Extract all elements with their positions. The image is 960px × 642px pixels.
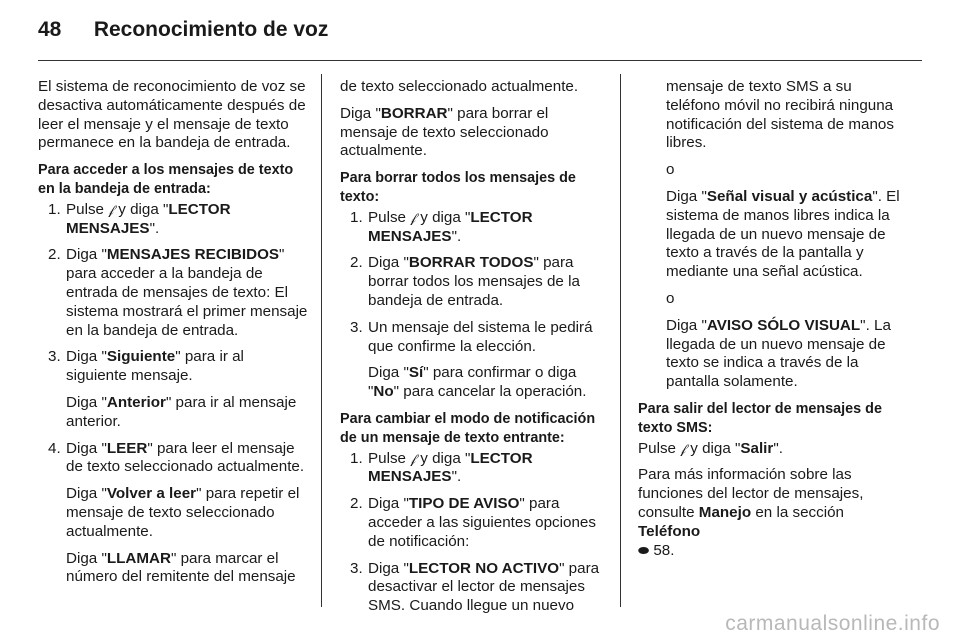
info-paragraph: Para más información sobre las funciones del lector de mensajes, consulte Manejo en la sección Teléfono ⬬ 58.	[638, 466, 864, 559]
delete-step-3-confirm: Diga "Sí" para confirmar o diga "No" para cancelar la operación.	[368, 364, 587, 401]
inbox-step-2: 2. Diga "MENSAJES RECIBIDOS" para acceder a la bandeja de entrada de mensajes de texto: El sistema mostrará el primer mensaje en la bandeja de entrada.	[48, 246, 308, 339]
inbox-heading: Para acceder a los mensajes de texto en la bandeja de entrada:	[38, 162, 294, 197]
inbox-step-3-alt: Diga "Anterior" para ir al mensaje anterior.	[66, 393, 297, 430]
column-divider-2	[620, 74, 621, 607]
page-header	[38, 18, 328, 48]
call-continuation: de texto seleccionado actualmente.	[340, 78, 579, 95]
column-divider-1	[321, 74, 322, 607]
intro-paragraph: El sistema de reconocimiento de voz se desactiva automáticamente después de leer el mensaje y el mensaje de texto permanece en la bandeja de entrada.	[38, 78, 306, 152]
voice-command-icon: 𝒻	[108, 201, 115, 217]
inbox-step-3: 3. Diga "Siguiente" para ir al siguiente mensaje.	[48, 348, 244, 385]
reference-arrow-icon[interactable]: ⬬	[638, 542, 650, 558]
voice-command-icon: 𝒻	[680, 440, 687, 456]
header-rule	[38, 60, 922, 61]
notification-continuation: mensaje de texto SMS a su teléfono móvil no recibirá ninguna notificación del sistema de manos libres.	[666, 78, 894, 152]
inbox-step-4: 4. Diga "LEER" para leer el mensaje de texto seleccionado actualmente.	[48, 439, 305, 476]
voice-command-icon: 𝒻	[410, 450, 417, 466]
watermark: carmanualsonline.info	[725, 612, 940, 635]
exit-paragraph: Pulse 𝒻 y diga "Salir".	[638, 439, 783, 457]
inbox-step-1: 1. Pulse 𝒻 y diga "LECTOR MENSAJES".	[48, 200, 231, 237]
column-1	[38, 78, 308, 595]
option-visual-acoustic: Diga "Señal visual y acústica". El sistema de manos libres indica la llegada de un nuevo mensaje de texto a través de la pantalla y mediante una señal acústica.	[666, 187, 900, 281]
notification-step-1: 1. Pulse 𝒻 y diga "LECTOR MENSAJES".	[350, 449, 533, 486]
notification-step-2: 2. Diga "TIPO DE AVISO" para acceder a las siguientes opciones de notificación:	[350, 495, 596, 550]
notification-heading: Para cambiar el modo de notificación de un mensaje de texto entrante:	[340, 410, 596, 446]
delete-paragraph: Diga "BORRAR" para borrar el mensaje de texto seleccionado actualmente.	[340, 104, 549, 160]
reference-page[interactable]: 58.	[649, 541, 675, 559]
column-3	[638, 78, 904, 568]
or-separator-1: o	[666, 161, 675, 179]
voice-command-icon: 𝒻	[410, 209, 417, 225]
option-visual-only: Diga "AVISO SÓLO VISUAL". La llegada de un nuevo mensaje de texto se indica a través de la pantalla solamente.	[666, 316, 891, 391]
page-number: 48	[38, 18, 62, 41]
notification-step-3: 3. Diga "LECTOR NO ACTIVO" para desactivar el lector de mensajes SMS. Cuando llegue un nuevo	[350, 559, 600, 615]
delete-step-2: 2. Diga "BORRAR TODOS" para borrar todos los mensajes de la bandeja de entrada.	[350, 254, 580, 309]
delete-step-3: 3. Un mensaje del sistema le pedirá que confirme la elección.	[350, 318, 593, 355]
exit-heading: Para salir del lector de mensajes de texto SMS:	[638, 400, 882, 436]
page-title: Reconocimiento de voz	[93, 18, 329, 41]
or-separator-2: o	[666, 289, 675, 307]
inbox-step-4-reread: Diga "Volver a leer" para repetir el mensaje de texto seleccionado actualmente.	[66, 485, 300, 540]
delete-all-heading: Para borrar todos los mensajes de texto:	[340, 170, 576, 205]
delete-step-1: 1. Pulse 𝒻 y diga "LECTOR MENSAJES".	[350, 208, 533, 245]
column-2	[340, 78, 608, 624]
inbox-step-4-call: Diga "LLAMAR" para marcar el número del remitente del mensaje	[66, 549, 296, 586]
